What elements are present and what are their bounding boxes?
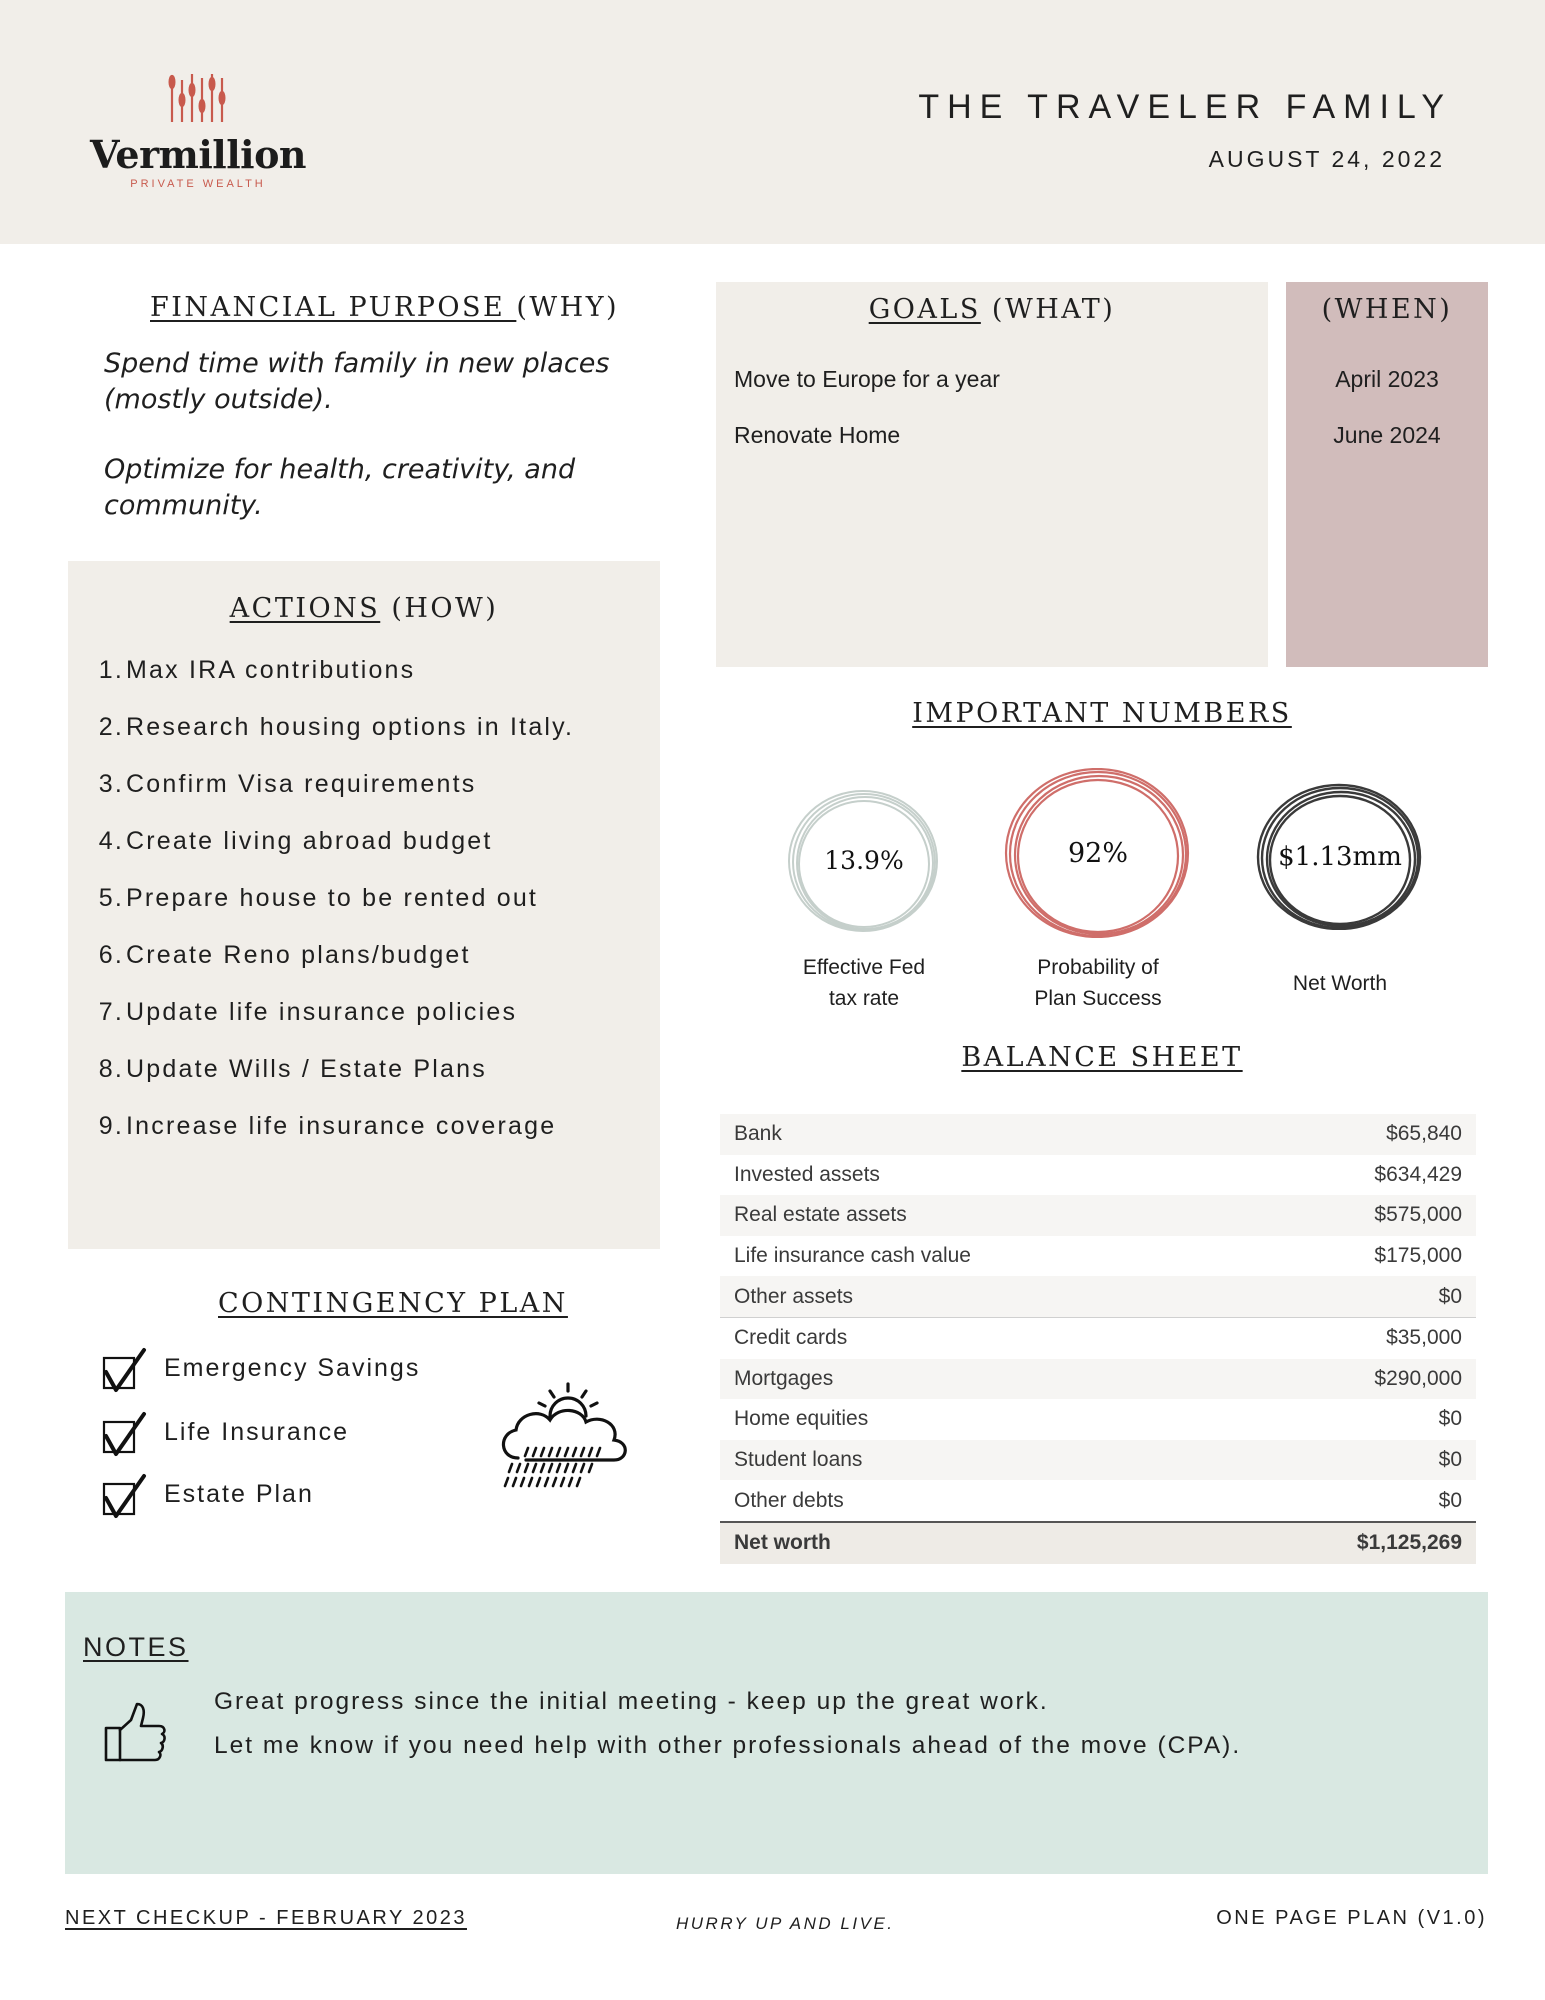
list-item-number: 8. [98, 1055, 124, 1083]
list-item [96, 1054, 574, 1111]
list-item [96, 769, 574, 826]
actions-heading [68, 593, 660, 624]
list-item [96, 940, 574, 997]
contingency-item-label: Life Insurance [164, 1418, 350, 1446]
balance-sheet-heading [716, 1042, 1488, 1073]
important-numbers-heading [716, 698, 1488, 729]
row-amount: $634,429 [1223, 1155, 1476, 1196]
notes-panel [65, 1592, 1488, 1874]
checkbox-checked-icon [100, 1346, 150, 1396]
goal-item: Renovate Home [734, 422, 901, 448]
list-item [96, 883, 574, 940]
list-item-number: 6. [98, 941, 124, 969]
list-item [96, 655, 574, 712]
table-row [720, 1155, 1476, 1196]
row-label: Net worth [720, 1522, 1223, 1564]
brand-name: Vermillion [89, 132, 307, 177]
list-item-number: 7. [98, 998, 124, 1026]
stat-label: Net Worth [1292, 972, 1388, 995]
table-total-row [720, 1522, 1476, 1564]
list-item-text: Confirm Visa requirements [126, 770, 477, 798]
plan-version: ONE PAGE PLAN (V1.0) [1216, 1907, 1487, 1929]
actions-heading-suffix: (HOW) [380, 593, 499, 624]
list-item-number: 5. [98, 884, 124, 912]
list-item-text: Create living abroad budget [126, 827, 493, 855]
row-label: Invested assets [720, 1155, 1223, 1196]
list-item-number: 9. [98, 1112, 124, 1140]
checkbox-checked-icon [100, 1410, 150, 1460]
actions-heading-main: ACTIONS [229, 593, 381, 624]
when-panel [1286, 282, 1488, 667]
row-amount: $0 [1223, 1440, 1476, 1481]
list-item-text: Update life insurance policies [126, 998, 518, 1026]
row-label: Life insurance cash value [720, 1236, 1223, 1277]
table-row [720, 1114, 1476, 1155]
row-label: Credit cards [720, 1317, 1223, 1358]
list-item-text: Research housing options in Italy. [126, 713, 575, 741]
row-amount: $0 [1223, 1276, 1476, 1317]
goals-heading-suffix: (WHAT) [980, 294, 1116, 325]
goals-heading-main: GOALS [868, 294, 981, 325]
thumbs-up-icon [103, 1700, 169, 1764]
table-row [720, 1399, 1476, 1440]
goal-date: April 2023 [1335, 366, 1439, 392]
stat-value: $1.13mm [1278, 842, 1402, 872]
list-item [96, 712, 574, 769]
brand-subtitle: PRIVATE WEALTH [130, 178, 266, 190]
row-label: Student loans [720, 1440, 1223, 1481]
stat-label: Probability of [1037, 956, 1159, 979]
next-checkup: NEXT CHECKUP - FEBRUARY 2023 [65, 1907, 467, 1929]
table-row [720, 1236, 1476, 1277]
contingency-heading [218, 1288, 568, 1319]
list-item-text: Prepare house to be rented out [126, 884, 539, 912]
balance-sheet-heading-text: BALANCE SHEET [961, 1042, 1243, 1073]
table-row [720, 1195, 1476, 1236]
goal-date: June 2024 [1333, 422, 1441, 448]
row-label: Mortgages [720, 1359, 1223, 1400]
list-item-number: 1. [98, 656, 124, 684]
purpose-heading-suffix: (WHY) [516, 292, 620, 323]
row-label: Other assets [720, 1276, 1223, 1317]
note-line: Let me know if you need help with other professionals ahead of the move (CPA). [214, 1732, 1242, 1759]
row-label: Other debts [720, 1480, 1223, 1522]
contingency-heading-text: CONTINGENCY PLAN [218, 1288, 568, 1319]
rain-cloud-icon [498, 1378, 648, 1498]
list-item-text: Max IRA contributions [126, 656, 416, 684]
table-row [720, 1276, 1476, 1317]
row-amount: $175,000 [1223, 1236, 1476, 1277]
row-amount: $575,000 [1223, 1195, 1476, 1236]
balance-sheet-table [720, 1114, 1476, 1564]
contingency-item-label: Estate Plan [164, 1480, 314, 1508]
row-label: Home equities [720, 1399, 1223, 1440]
list-item [96, 1111, 574, 1168]
actions-list [96, 655, 574, 1168]
stat-label: Plan Success [1034, 987, 1162, 1010]
important-numbers-heading-text: IMPORTANT NUMBERS [912, 698, 1292, 729]
row-amount: $65,840 [1223, 1114, 1476, 1155]
purpose-text [104, 346, 644, 558]
brand-logo [88, 70, 308, 200]
note-line: Great progress since the initial meeting - keep up the great work. [214, 1688, 1049, 1715]
page-header [0, 0, 1545, 244]
checkbox-checked-icon [100, 1472, 150, 1522]
when-heading: (WHEN) [1321, 294, 1453, 325]
list-item-text: Update Wills / Estate Plans [126, 1055, 487, 1083]
purpose-paragraph: Spend time with family in new places (mostly outside). [104, 348, 610, 415]
row-amount: $35,000 [1223, 1317, 1476, 1358]
notes-heading: NOTES [83, 1632, 189, 1662]
table-row [720, 1317, 1476, 1358]
tagline: HURRY UP AND LIVE. [676, 1914, 895, 1933]
table-row [720, 1440, 1476, 1481]
stat-label: tax rate [828, 987, 900, 1010]
table-row [720, 1359, 1476, 1400]
contingency-item-label: Emergency Savings [164, 1354, 421, 1382]
list-item-number: 2. [98, 713, 124, 741]
purpose-heading [150, 292, 619, 323]
list-item-number: 3. [98, 770, 124, 798]
logo-mark-icon [88, 70, 308, 130]
row-amount: $0 [1223, 1399, 1476, 1440]
purpose-paragraph: Optimize for health, creativity, and community. [104, 454, 576, 521]
stat-value: 13.9% [824, 846, 904, 875]
goals-panel [716, 282, 1268, 667]
row-label: Bank [720, 1114, 1223, 1155]
page-title: THE TRAVELER FAMILY [918, 88, 1452, 126]
purpose-heading-main: FINANCIAL PURPOSE [150, 292, 517, 323]
plan-date: AUGUST 24, 2022 [1208, 146, 1445, 172]
row-amount: $290,000 [1223, 1359, 1476, 1400]
stat-value: 92% [1067, 838, 1128, 869]
row-amount: $0 [1223, 1480, 1476, 1522]
row-label: Real estate assets [720, 1195, 1223, 1236]
stat-label: Effective Fed [802, 956, 926, 979]
list-item-number: 4. [98, 827, 124, 855]
list-item-text: Increase life insurance coverage [126, 1112, 557, 1140]
list-item [96, 826, 574, 883]
table-row [720, 1480, 1476, 1522]
goal-item: Move to Europe for a year [734, 366, 1000, 392]
goals-heading [716, 294, 1268, 325]
list-item [96, 997, 574, 1054]
actions-panel [68, 561, 660, 1249]
list-item-text: Create Reno plans/budget [126, 941, 471, 969]
row-amount: $1,125,269 [1223, 1522, 1476, 1564]
